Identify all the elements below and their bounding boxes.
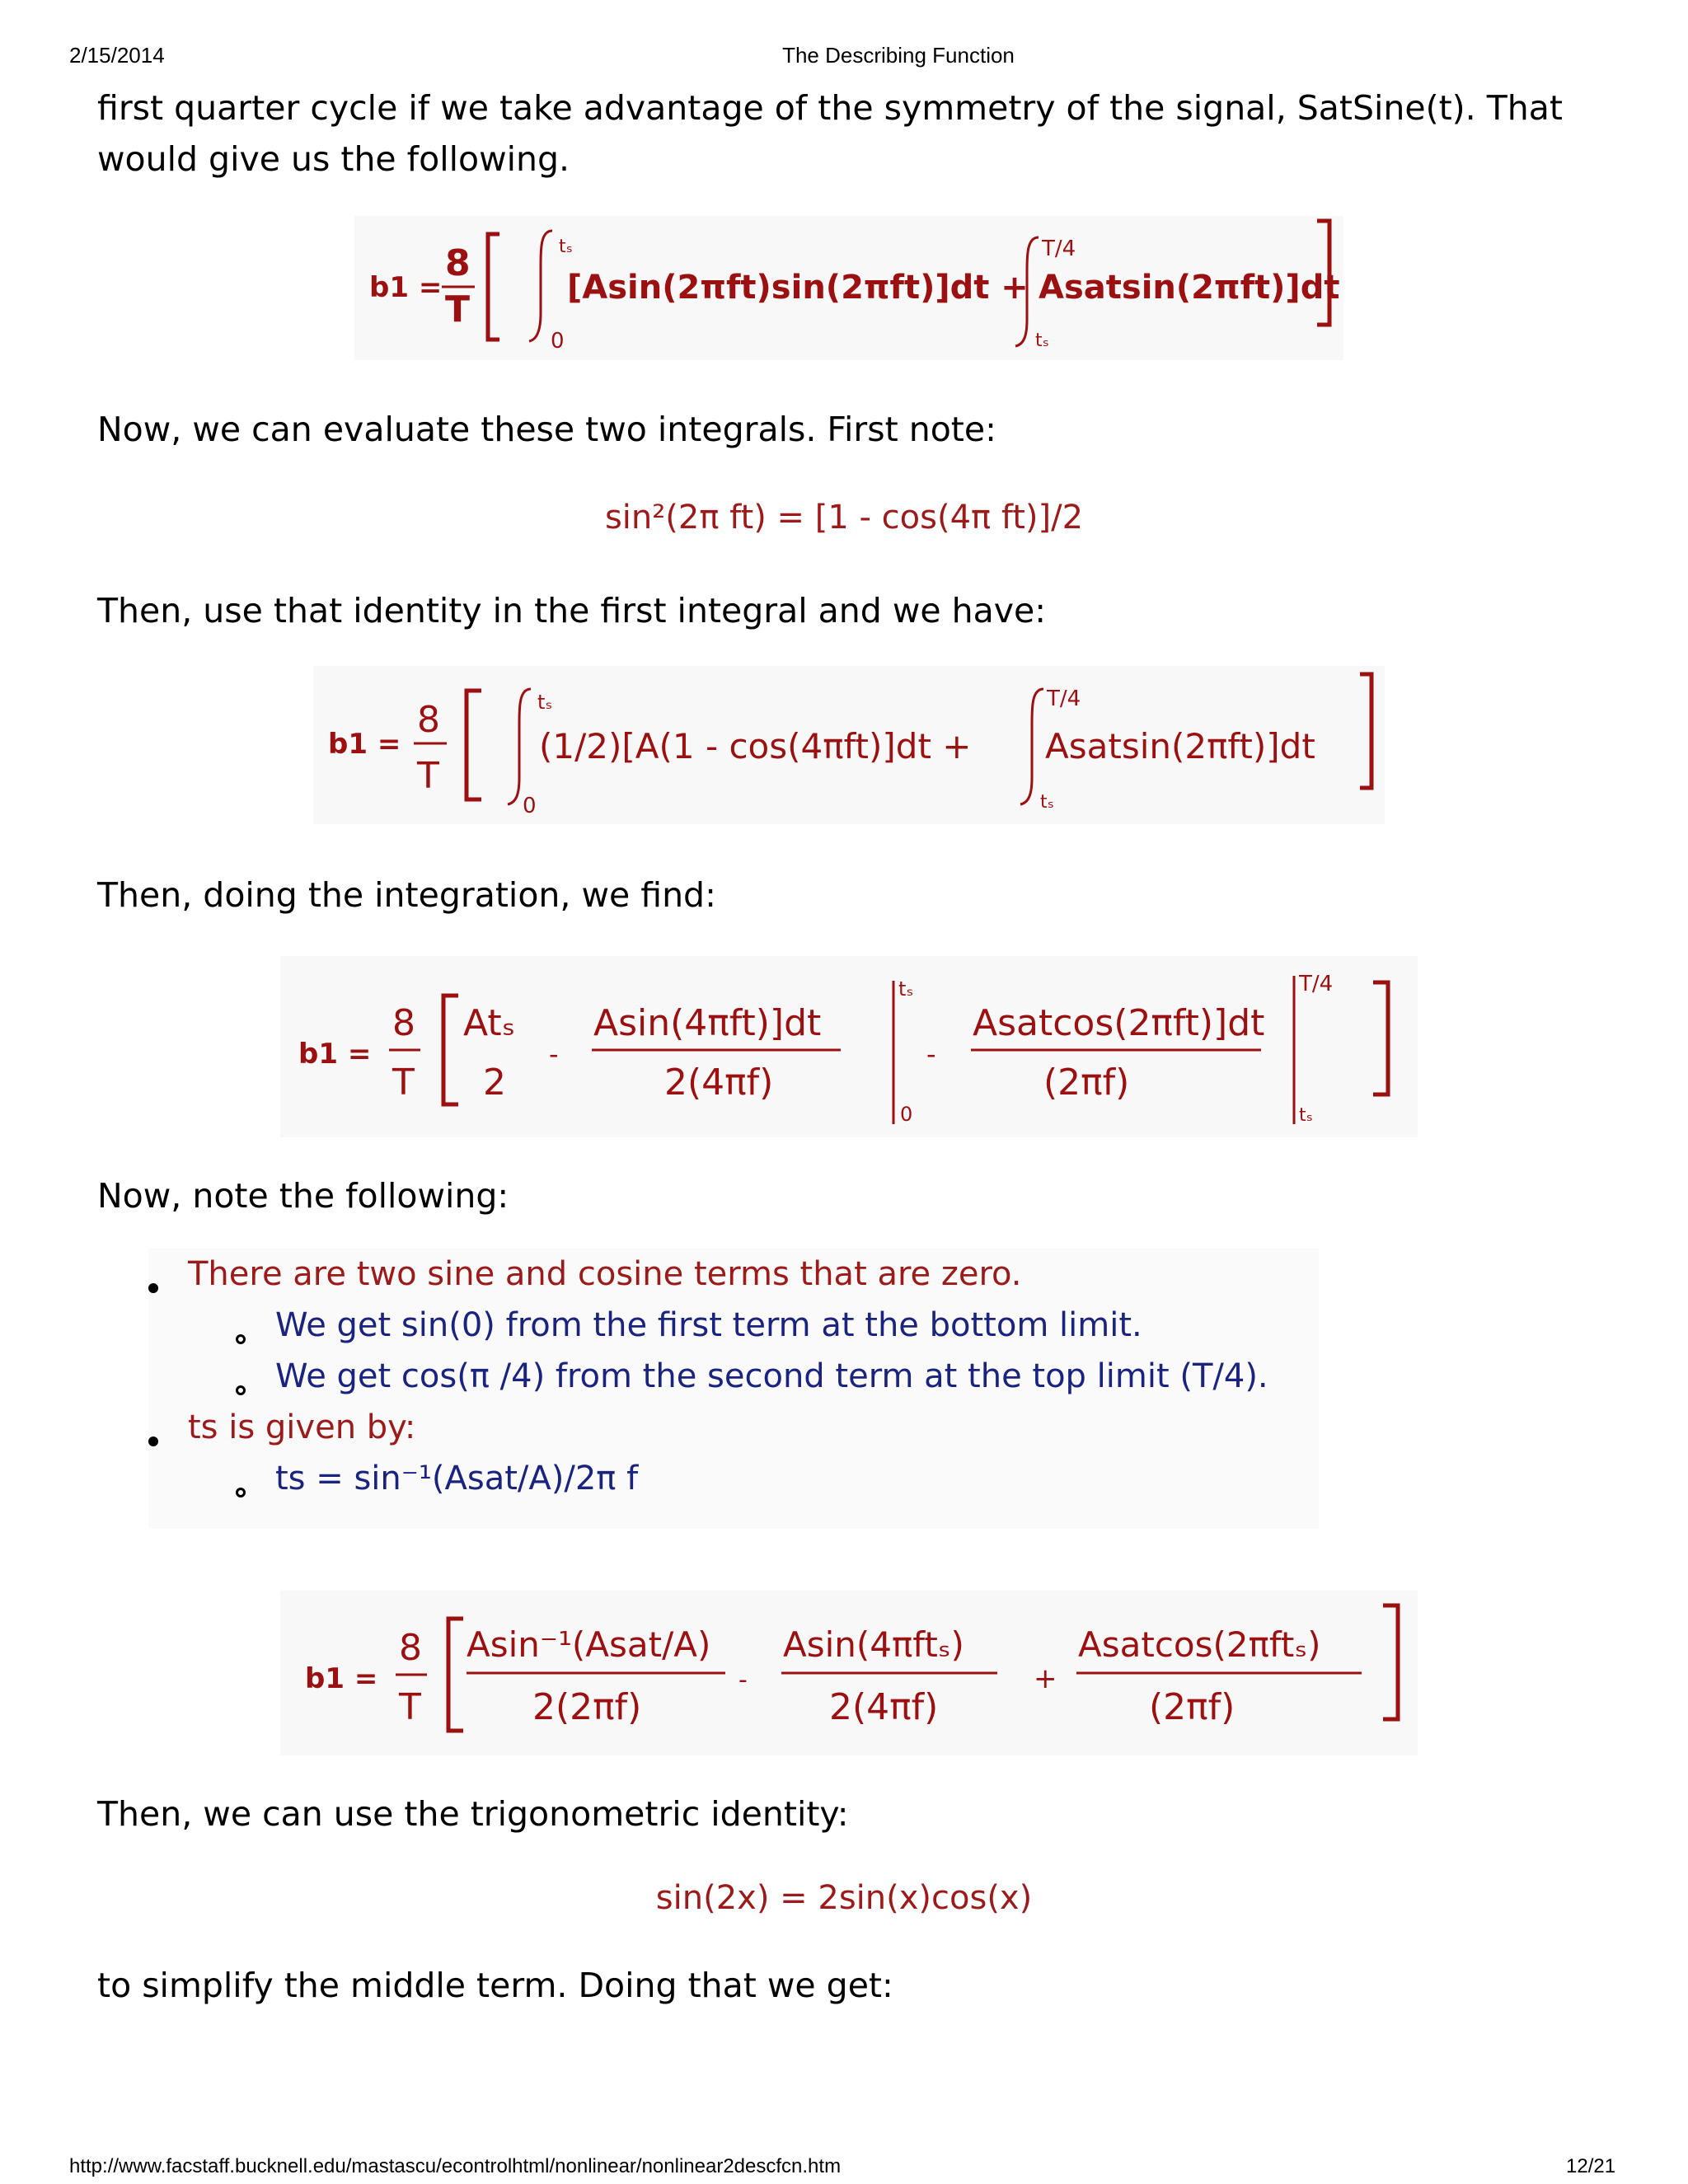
paragraph-1-line-1: first quarter cycle if we take advantage of the symmetry of the signal, SatSine(t). That bbox=[97, 88, 1563, 128]
eq3-f2-lower: 0 bbox=[900, 1103, 913, 1126]
eq3-f2-upper: tₛ bbox=[898, 977, 914, 1001]
eq1-lim2-lower: tₛ bbox=[1035, 330, 1049, 351]
eq2-lhs: b1 = bbox=[328, 728, 401, 761]
eq3-f3-den: (2πf) bbox=[1043, 1062, 1130, 1104]
eq4-f1-num: Asin⁻¹(Asat/A) bbox=[467, 1624, 711, 1665]
equation-3 bbox=[280, 956, 1418, 1137]
paragraph-5: Now, note the following: bbox=[97, 1176, 509, 1216]
eq1-lim1-upper: tₛ bbox=[559, 237, 573, 257]
eq3-minus-2: - bbox=[926, 1038, 936, 1070]
eq2-lim1-upper: tₛ bbox=[537, 691, 553, 714]
eq1-numerator: 8 bbox=[445, 242, 471, 284]
eq3-f1-num: Atₛ bbox=[463, 1002, 515, 1044]
identity-double-angle: sin(2x) = 2sin(x)cos(x) bbox=[655, 1879, 1033, 1917]
eq4-plus: + bbox=[1034, 1662, 1057, 1695]
eq3-f3-lower: tₛ bbox=[1299, 1105, 1313, 1126]
paragraph-6: Then, we can use the trigonometric identity: bbox=[97, 1794, 849, 1834]
eq1-lim1-lower: 0 bbox=[551, 329, 565, 354]
identity-sin-squared: sin²(2π ft) = [1 - cos(4π ft)]/2 bbox=[604, 499, 1084, 537]
paragraph-4: Then, doing the integration, we find: bbox=[97, 875, 716, 915]
eq4-f3-num: Asatcos(2πftₛ) bbox=[1078, 1624, 1321, 1665]
bullet-circle-2 bbox=[236, 1385, 246, 1395]
bullet-disc-2 bbox=[148, 1436, 158, 1446]
equation-4 bbox=[280, 1591, 1418, 1755]
eq3-numerator: 8 bbox=[392, 1002, 415, 1044]
equation-2 bbox=[313, 666, 1385, 824]
print-url: http://www.facstaff.bucknell.edu/mastascu/econtrolhtml/nonlinear/nonlinear2descfcn.htm bbox=[69, 2155, 842, 2177]
eq2-term-1: (1/2)[A(1 - cos(4πft)]dt + bbox=[539, 726, 972, 766]
eq1-lhs: b1 = bbox=[369, 271, 443, 304]
eq4-lhs: b1 = bbox=[305, 1662, 378, 1695]
eq2-lim2-upper: T/4 bbox=[1047, 687, 1081, 711]
eq3-f2-num: Asin(4πft)]dt bbox=[593, 1002, 822, 1044]
eq3-minus-1: - bbox=[549, 1038, 559, 1070]
eq4-numerator: 8 bbox=[399, 1627, 422, 1669]
paragraph-7: to simplify the middle term. Doing that we get: bbox=[97, 1966, 893, 2005]
eq4-f1-den: 2(2πf) bbox=[532, 1686, 642, 1728]
eq4-f3-den: (2πf) bbox=[1149, 1686, 1236, 1728]
print-date: 2/15/2014 bbox=[69, 43, 165, 68]
paragraph-2: Now, we can evaluate these two integrals. First note: bbox=[97, 410, 996, 449]
eq4-f2-den: 2(4πf) bbox=[829, 1686, 939, 1728]
notes-list bbox=[148, 1249, 1319, 1529]
eq3-f3-num: Asatcos(2πft)]dt bbox=[973, 1002, 1265, 1044]
eq2-lim1-lower: 0 bbox=[523, 794, 537, 818]
list-item-ts-given: ts is given by: bbox=[188, 1408, 416, 1446]
eq2-lim2-lower: tₛ bbox=[1040, 792, 1054, 813]
eq4-minus: - bbox=[738, 1666, 748, 1694]
eq3-f1-den: 2 bbox=[483, 1062, 506, 1104]
list-item-ts-formula: ts = sin⁻¹(Asat/A)/2π f bbox=[275, 1460, 639, 1497]
eq3-lhs: b1 = bbox=[298, 1038, 372, 1071]
eq2-term-2: Asatsin(2πft)]dt bbox=[1045, 726, 1315, 766]
eq1-term-2: Asatsin(2πft)]dt bbox=[1039, 269, 1340, 307]
list-item-sin-zero: We get sin(0) from the first term at the bottom limit. bbox=[275, 1306, 1142, 1344]
eq2-numerator: 8 bbox=[417, 699, 440, 741]
bullet-disc-1 bbox=[148, 1283, 158, 1293]
eq3-denominator: T bbox=[392, 1062, 415, 1104]
list-item-zero-terms: There are two sine and cosine terms that are zero. bbox=[188, 1255, 1022, 1293]
bullet-circle-1 bbox=[236, 1334, 246, 1344]
eq3-f3-upper: T/4 bbox=[1299, 972, 1334, 996]
page-number: 12/21 bbox=[1566, 2155, 1616, 2177]
eq4-f2-num: Asin(4πftₛ) bbox=[783, 1624, 964, 1665]
equation-1 bbox=[354, 216, 1343, 360]
paragraph-1-line-2: would give us the following. bbox=[97, 139, 570, 179]
eq4-denominator: T bbox=[399, 1686, 421, 1728]
eq1-term-1: [Asin(2πft)sin(2πft)]dt + bbox=[567, 269, 1029, 307]
eq2-denominator: T bbox=[417, 755, 439, 797]
eq1-lim2-upper: T/4 bbox=[1042, 237, 1076, 261]
eq3-f2-den: 2(4πf) bbox=[664, 1062, 774, 1104]
bullet-circle-3 bbox=[236, 1488, 246, 1497]
list-item-cos-pi-4: We get cos(π /4) from the second term at the top limit (T/4). bbox=[275, 1357, 1268, 1395]
print-title: The Describing Function bbox=[782, 43, 1015, 68]
eq1-denominator: T bbox=[445, 288, 471, 330]
paragraph-3: Then, use that identity in the first integral and we have: bbox=[97, 591, 1047, 630]
